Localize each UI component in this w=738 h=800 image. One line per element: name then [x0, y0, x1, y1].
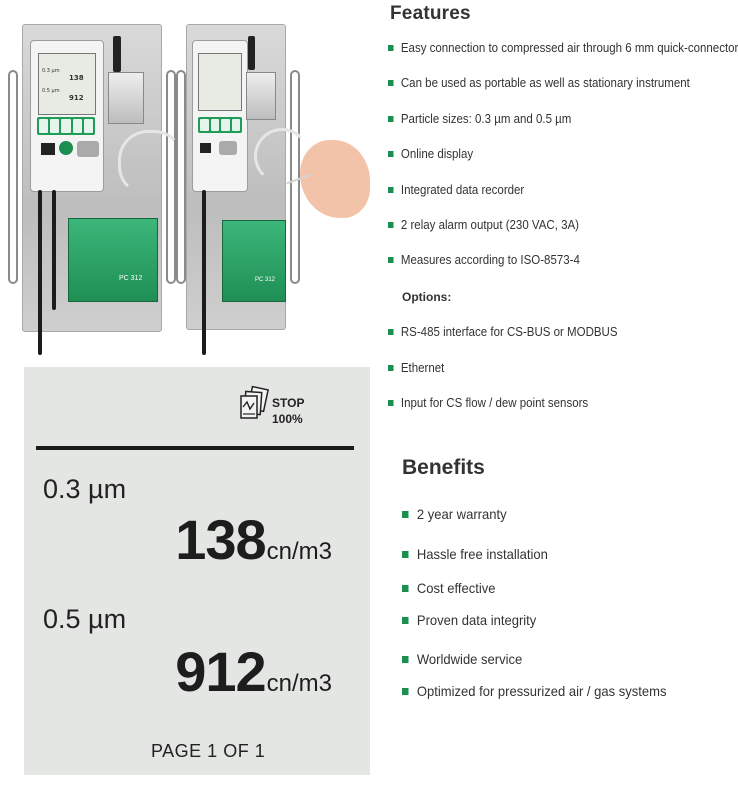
pc312-box: [222, 220, 286, 302]
cable: [52, 190, 56, 310]
benefit-item: Worldwide service: [402, 651, 522, 667]
count-value: 912: [175, 640, 266, 703]
feature-item: Particle sizes: 0.3 µm and 0.5 µm: [388, 112, 692, 126]
sensor-box: [246, 72, 276, 120]
bullet-icon: [402, 656, 409, 663]
status-bottom: 100%: [272, 412, 303, 426]
particle-size-label: 0.3 µm: [43, 474, 127, 504]
option-item: Ethernet: [388, 361, 692, 375]
cable: [38, 190, 42, 355]
particle-count: [175, 639, 332, 704]
logo-icon: [59, 141, 73, 155]
connector: [77, 141, 99, 157]
bullet-icon: [388, 151, 394, 157]
feature-item: Can be used as portable as well as stationary instrument: [388, 76, 692, 90]
sensor-box: [108, 72, 144, 124]
cable: [202, 190, 206, 355]
bullet-icon: [402, 551, 409, 558]
connector: [219, 141, 237, 155]
bullet-icon: [388, 222, 394, 228]
mounting-rail: [8, 70, 18, 284]
feature-item: Integrated data recorder: [388, 183, 692, 197]
option-item: Input for CS flow / dew point sensors: [388, 396, 692, 410]
bullet-icon: [388, 45, 394, 51]
mini-lcd: [198, 53, 242, 111]
count-unit: cn/m3: [266, 538, 332, 565]
mounting-rail: [176, 70, 186, 284]
bullet-icon: [402, 511, 409, 518]
feature-item: 2 relay alarm output (230 VAC, 3A): [388, 218, 692, 232]
features-title: Features: [390, 3, 471, 24]
power-switch: [41, 143, 55, 155]
particle-count: [175, 507, 332, 572]
antenna: [113, 36, 121, 72]
recorder-status: [272, 395, 304, 427]
hand-image: [300, 140, 370, 218]
feature-item: Online display: [388, 147, 692, 161]
status-top: STOP: [272, 396, 305, 410]
mini-lcd-line2: 0.5 µm: [42, 88, 60, 94]
bullet-icon: [402, 617, 409, 624]
bullet-icon: [388, 116, 394, 122]
bullet-icon: [402, 585, 409, 592]
benefits-section: [400, 450, 702, 710]
page-indicator: PAGE 1 OF 1: [151, 741, 266, 761]
bullet-icon: [402, 688, 409, 695]
pc312-box: [68, 218, 158, 302]
particle-size-label: 0.5 µm: [43, 604, 127, 634]
keypad: [37, 117, 95, 135]
bullet-icon: [388, 80, 394, 86]
bullet-icon: [388, 365, 394, 371]
header-divider: [36, 446, 354, 450]
bullet-icon: [388, 257, 394, 263]
benefit-item: Optimized for pressurized air / gas systems: [402, 683, 667, 699]
features-section: [388, 0, 738, 420]
bullet-icon: [388, 187, 394, 193]
product-photos: [0, 0, 380, 360]
lcd-display-closeup: [24, 367, 370, 775]
mini-lcd: [38, 53, 96, 115]
air-hose: [118, 130, 184, 196]
display-unit-photo: [30, 40, 104, 192]
count-value: 138: [175, 508, 266, 571]
benefit-item: Hassle free installation: [402, 546, 548, 562]
model-label: PC 312: [255, 277, 276, 283]
benefit-item: Cost effective: [402, 580, 496, 596]
keypad: [198, 117, 242, 133]
mini-lcd-line1: 0.3 µm: [42, 68, 60, 74]
mini-lcd-val2: 912: [69, 94, 84, 102]
model-label: PC 312: [119, 275, 143, 282]
antenna: [248, 36, 255, 70]
display-unit-photo: [192, 40, 248, 192]
bullet-icon: [388, 329, 394, 335]
feature-item: Easy connection to compressed air through 6 mm quick-connector: [388, 41, 692, 55]
options-label: Options:: [402, 290, 452, 304]
feature-item: Measures according to ISO-8573-4: [388, 253, 692, 267]
power-switch: [200, 143, 211, 153]
mini-lcd-val1: 138: [69, 74, 84, 82]
recorder-stop-icon: [240, 385, 270, 425]
benefit-item: Proven data integrity: [402, 612, 536, 628]
count-unit: cn/m3: [266, 670, 332, 697]
bullet-icon: [388, 400, 394, 406]
option-item: RS-485 interface for CS-BUS or MODBUS: [388, 325, 692, 339]
benefits-title: Benefits: [402, 456, 485, 479]
benefit-item: 2 year warranty: [402, 506, 507, 522]
